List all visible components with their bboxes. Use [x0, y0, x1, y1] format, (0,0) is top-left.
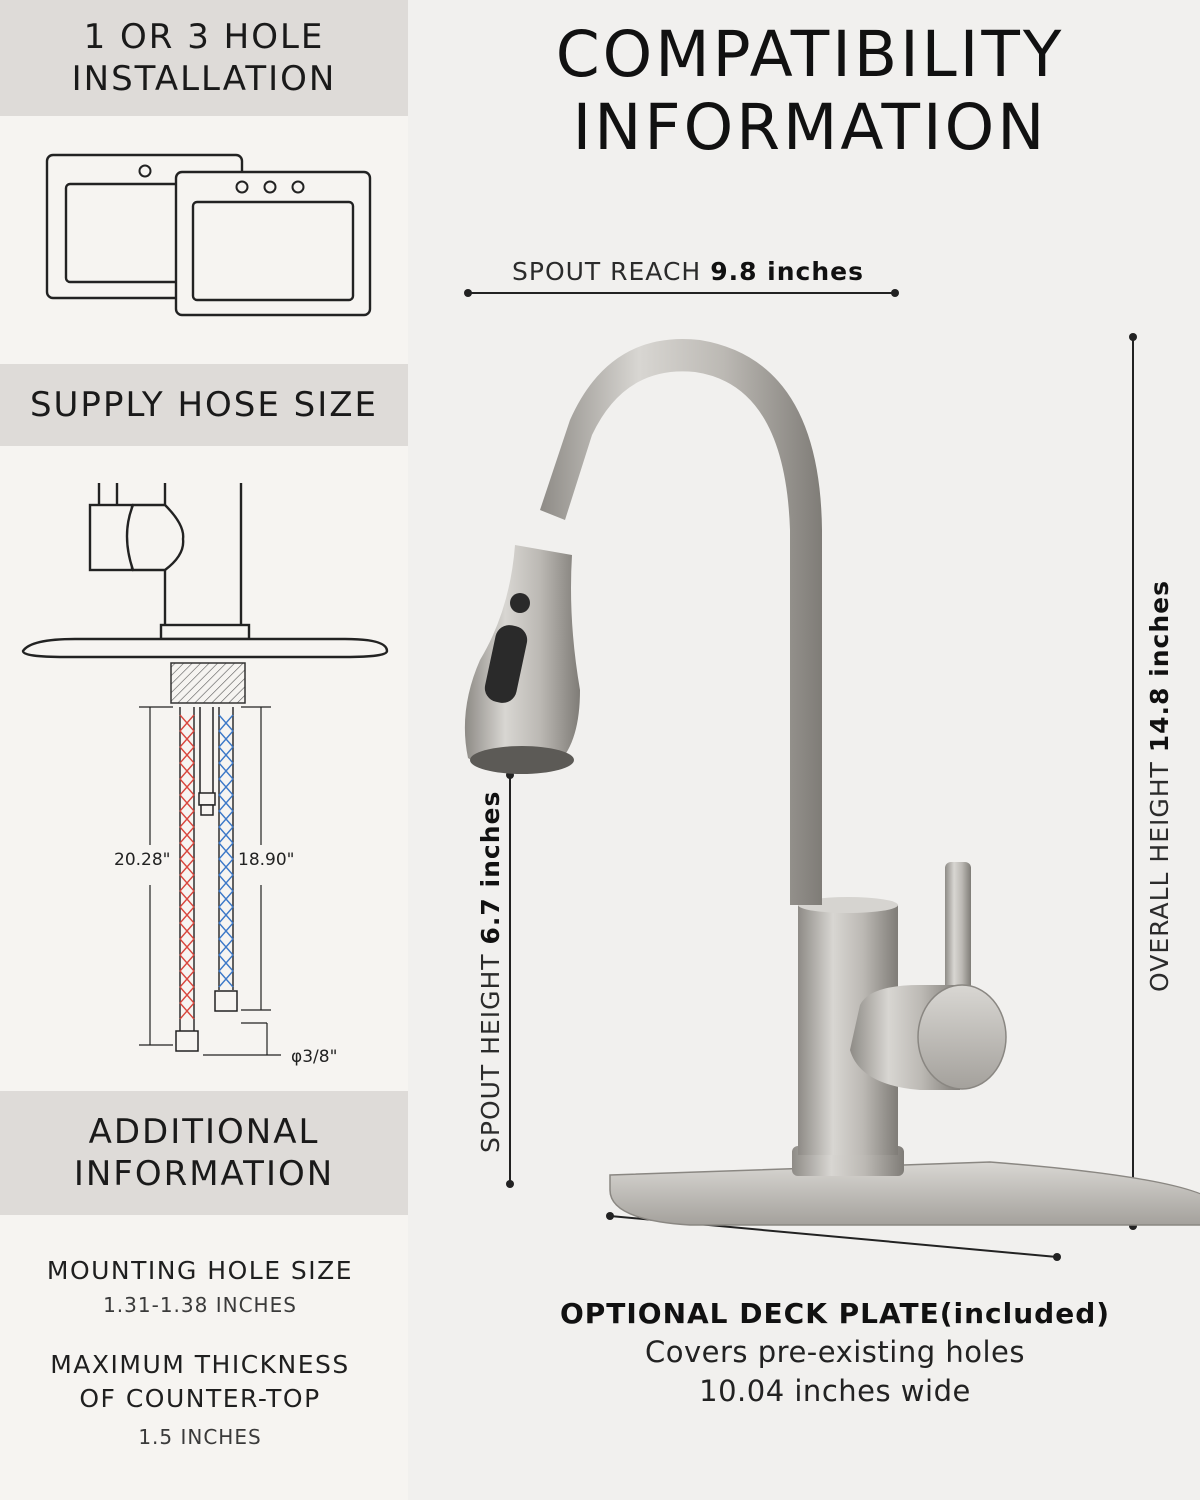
cold-hose-length-label: 18.90" [238, 850, 295, 870]
mounting-hole-title: MOUNTING HOLE SIZE [46, 1256, 354, 1285]
overall-height-label [1145, 580, 1174, 992]
additional-banner-line2: INFORMATION [73, 1154, 335, 1194]
mounting-hole-value: 1.31-1.38 INCHES [103, 1293, 297, 1317]
overall-height-text: OVERALL HEIGHT [1145, 761, 1174, 992]
overall-height-value: 14.8 inches [1145, 580, 1174, 753]
hole-installation-banner [0, 0, 408, 116]
supply-hose-title: SUPPLY HOSE SIZE [29, 385, 379, 425]
spout-height-label [476, 791, 505, 1153]
faucet-illustration [440, 280, 1200, 1280]
hole-banner-line2: INSTALLATION [71, 59, 337, 99]
page-title-line1: COMPATIBILITY [555, 18, 1065, 91]
hot-hose-length-label: 20.28" [114, 850, 171, 870]
info-sidebar [0, 0, 408, 1500]
spout-height-text: SPOUT HEIGHT [476, 953, 505, 1153]
page-title-line2: INFORMATION [572, 91, 1048, 164]
page-title [450, 18, 1170, 164]
max-thickness-value: 1.5 INCHES [138, 1425, 262, 1449]
spout-height-value: 6.7 inches [476, 790, 505, 945]
deck-plate-line1: Covers pre-existing holes [645, 1335, 1025, 1369]
additional-banner-line1: ADDITIONAL [88, 1112, 320, 1152]
spout-reach-text: SPOUT REACH [512, 257, 702, 286]
sink-hole-diagram-icon [40, 150, 380, 320]
spout-reach-value: 9.8 inches [710, 257, 864, 286]
supply-hose-banner [0, 364, 408, 446]
connector-size-label: φ3/8" [291, 1047, 338, 1067]
deck-plate-title: OPTIONAL DECK PLATE(included) [559, 1297, 1111, 1330]
hole-banner-line1: 1 OR 3 HOLE [83, 17, 325, 57]
supply-hose-diagram-icon [15, 475, 400, 1075]
max-thickness-title-line1: MAXIMUM THICKNESS [50, 1350, 350, 1379]
deck-plate-line2: 10.04 inches wide [699, 1374, 971, 1408]
max-thickness-title-line2: OF COUNTER-TOP [79, 1384, 321, 1413]
additional-info-banner [0, 1091, 408, 1215]
